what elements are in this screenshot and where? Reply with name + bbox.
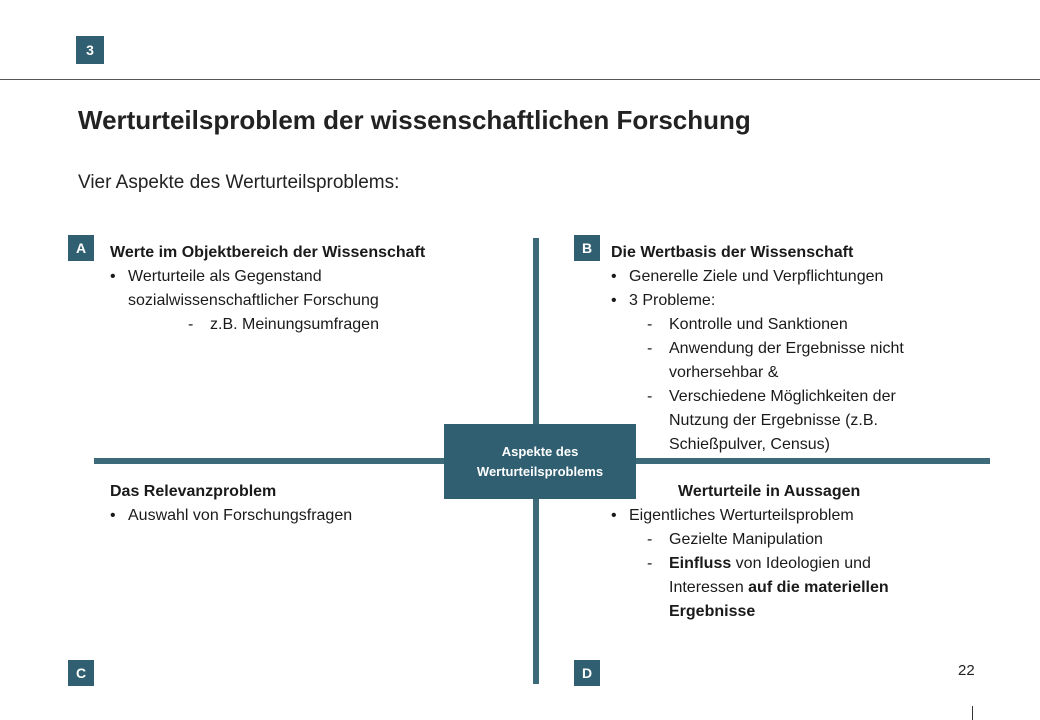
dash-glyph: - bbox=[647, 388, 653, 405]
list-item bbox=[110, 265, 520, 289]
list-item bbox=[611, 385, 947, 457]
emphasis-einfluss: Einfluss bbox=[669, 555, 732, 572]
quadrant-a-heading: Werte im Objektbereich der Wissenschaft bbox=[110, 244, 426, 261]
quadrant-b-bullet2-text: 3 Probleme: bbox=[629, 292, 716, 309]
quadrant-d-dash2-mid: von Ideologien und Interessen bbox=[669, 555, 871, 596]
page-subtitle: Vier Aspekte des Werturteilsproblems: bbox=[78, 172, 400, 193]
page-number: 22 bbox=[958, 662, 975, 679]
quadrant-b-heading: Die Wertbasis der Wissenschaft bbox=[611, 244, 854, 261]
list-item bbox=[611, 313, 971, 337]
quadrant-badge-c: C bbox=[68, 660, 94, 686]
quadrant-d-heading: Werturteile in Aussagen bbox=[678, 483, 861, 500]
dash-glyph: - bbox=[188, 316, 194, 333]
bullet-glyph: • bbox=[110, 507, 116, 524]
center-label-line2: Werturteilsproblems bbox=[476, 463, 604, 479]
quadrant-d bbox=[611, 480, 971, 624]
dash-glyph: - bbox=[647, 340, 653, 357]
quadrant-a-bullet-text: Werturteile als Gegenstand bbox=[128, 268, 322, 285]
bullet-glyph: • bbox=[110, 268, 116, 285]
quadrant-b-bullet1-text: Generelle Ziele und Verpflichtungen bbox=[629, 268, 884, 285]
list-item bbox=[611, 265, 971, 289]
quadrant-badge-d: D bbox=[574, 660, 600, 686]
page-title: Werturteilsproblem der wissenschaftlichen Forschung bbox=[78, 105, 751, 135]
bullet-glyph: • bbox=[611, 268, 617, 285]
quadrant-c bbox=[110, 480, 440, 528]
footer-tick bbox=[972, 706, 973, 720]
emphasis-ergebnisse: auf die materiellen Ergebnisse bbox=[669, 579, 889, 620]
quadrant-b-dash2-text: Anwendung der Ergebnisse nicht vorhersehbar & bbox=[669, 340, 904, 381]
quadrant-badge-a: A bbox=[68, 235, 94, 261]
quadrant-a bbox=[110, 241, 520, 337]
dash-glyph: - bbox=[647, 316, 653, 333]
quadrant-c-heading: Das Relevanzproblem bbox=[110, 483, 277, 500]
chapter-badge: 3 bbox=[76, 36, 104, 64]
bullet-glyph: • bbox=[611, 292, 617, 309]
list-item bbox=[611, 528, 971, 552]
quadrant-b bbox=[611, 241, 971, 457]
list-item bbox=[611, 337, 947, 385]
quadrant-d-bullet-text: Eigentliches Werturteilsproblem bbox=[629, 507, 854, 524]
dash-glyph: - bbox=[647, 531, 653, 548]
list-item bbox=[110, 504, 440, 528]
list-item bbox=[611, 504, 971, 528]
quadrant-a-dash-text: z.B. Meinungsumfragen bbox=[210, 316, 379, 333]
quadrant-badge-b: B bbox=[574, 235, 600, 261]
quadrant-d-dash2-text bbox=[669, 552, 947, 624]
quadrant-b-dash3-text: Verschiedene Möglichkeiten der Nutzung der Ergebnisse (z.B. Schießpulver, Census) bbox=[669, 388, 896, 453]
center-label-line1: Aspekte des bbox=[501, 443, 579, 459]
dash-glyph: - bbox=[647, 555, 653, 572]
list-item bbox=[611, 552, 947, 624]
quadrant-b-dash1-text: Kontrolle und Sanktionen bbox=[669, 316, 848, 333]
list-item bbox=[611, 289, 971, 313]
center-label-box bbox=[444, 424, 636, 499]
quadrant-d-dash1-text: Gezielte Manipulation bbox=[669, 531, 823, 548]
header-divider bbox=[0, 79, 1040, 80]
bullet-glyph: • bbox=[611, 507, 617, 524]
quadrant-c-bullet-text: Auswahl von Forschungsfragen bbox=[128, 507, 353, 524]
quadrant-a-bullet-cont: sozialwissenschaftlicher Forschung bbox=[128, 292, 379, 309]
list-item bbox=[110, 313, 520, 337]
